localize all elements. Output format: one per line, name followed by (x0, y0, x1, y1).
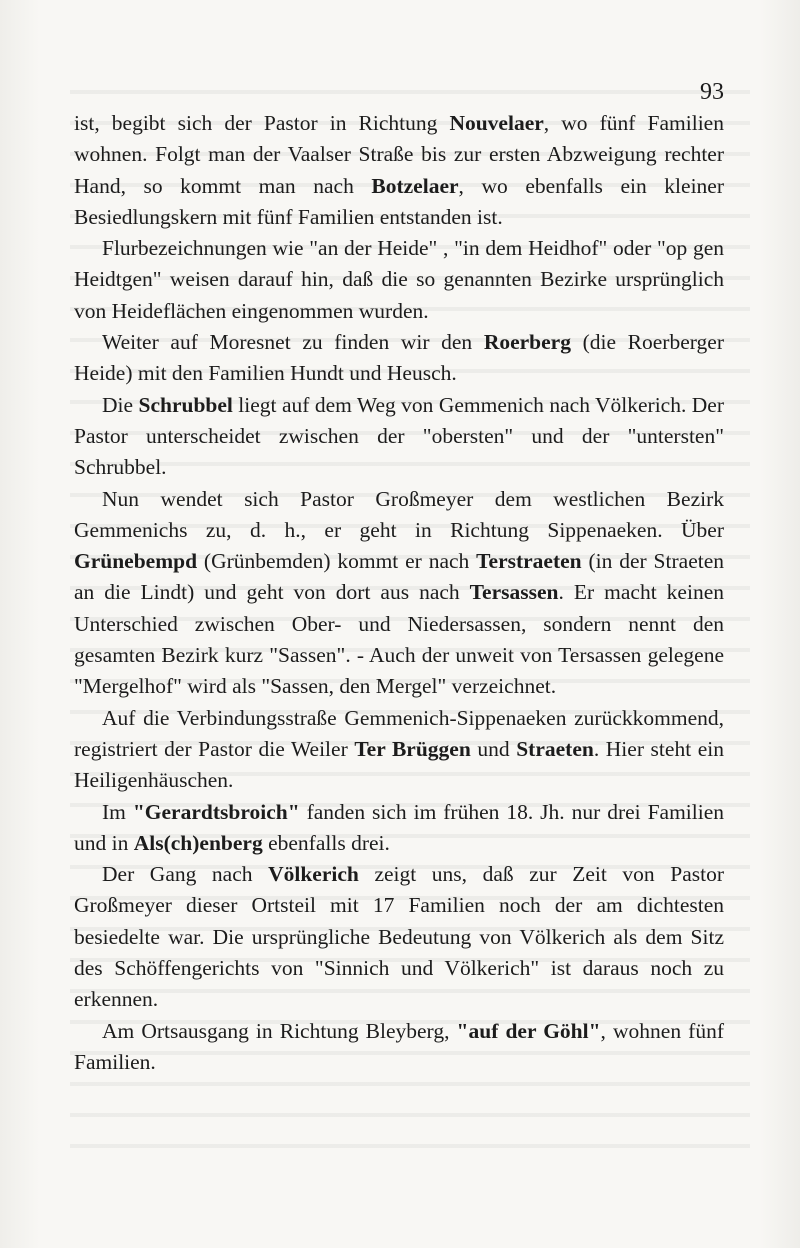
paragraph (74, 797, 724, 860)
paragraph (74, 390, 724, 484)
paragraph (74, 1016, 724, 1079)
bold-place-name: Roerberg (483, 330, 571, 355)
bold-place-name: Schrubbel (138, 392, 233, 417)
paragraph (74, 233, 724, 327)
text-run: liegt auf dem Weg von Gemmenich nach Völkerich. Der Pastor unterscheidet zwischen der "obersten" und der "untersten" Schrubbel. (74, 392, 724, 480)
bold-place-name: Terstraeten (476, 549, 582, 574)
text-run: , wohnen fünf Familien. (74, 1018, 724, 1074)
bold-place-name: Ter Brüggen (354, 736, 471, 761)
text-run: fanden sich im frühen 18. Jh. nur drei Familien und in (74, 799, 725, 855)
bold-place-name: Straeten (516, 736, 594, 761)
paragraph (74, 859, 724, 1015)
paragraph (74, 703, 724, 797)
bold-place-name: "Gerardtsbroich" (132, 799, 300, 824)
text-run: zeigt uns, daß zur Zeit von Pastor Großmeyer dieser Ortsteil mit 17 Familien noch der am dichtesten besiedelte war. Die ursprüngliche Bedeutung von Völkerich als dem Sitz des Schöffengerichts von "Sinnich und Völkerich" ist daraus noch zu erkennen. (74, 862, 724, 1012)
text-run: (Grünbemden) kommt er nach (197, 549, 477, 574)
text-run: Auf die Verbindungsstraße Gemmenich-Sippenaeken zurückkommend, registriert der Pastor die Weiler (74, 705, 724, 761)
text-run: . Hier steht ein Heiligenhäuschen. (74, 736, 725, 793)
text-run: ebenfalls drei. (262, 830, 390, 855)
bold-place-name: Tersassen (469, 580, 559, 605)
body-text (74, 108, 724, 1078)
text-run: ist, begibt sich der Pastor in Richtung (74, 111, 450, 135)
bold-place-name: Botzelaer (371, 173, 459, 198)
paragraph (74, 484, 724, 703)
bold-place-name: Als(ch)enberg (133, 830, 263, 855)
text-run: Der Gang nach (102, 862, 269, 887)
text-run: , wo fünf Familien wohnen. Folgt man der Vaalser Straße bis zur ersten Abzweigung rechter Hand, so kommt man nach (74, 111, 724, 198)
text-run: Die (102, 392, 139, 417)
bold-place-name: "auf der Göhl" (456, 1018, 601, 1043)
text-run: und (470, 736, 517, 761)
text-run: Weiter auf Moresnet zu finden wir den (102, 330, 484, 355)
text-run: Am Ortsausgang in Richtung Bleyberg, (102, 1018, 457, 1043)
bold-place-name: Grünebempd (74, 549, 198, 574)
text-run: . Er macht keinen Unterschied zwischen Ober- und Niedersassen, sondern nennt den gesamten Bezirk kurz "Sassen". - Auch der unweit von Tersassen gelegene "Mergelhof" wird als "Sassen, den Mergel" verzeichnet. (74, 580, 724, 699)
paragraph (74, 327, 724, 390)
text-run: (die Roerberger Heide) mit den Familien Hundt und Heusch. (74, 330, 724, 386)
text-run: Im (102, 799, 133, 824)
bold-place-name: Völkerich (268, 862, 359, 887)
text-run: Flurbezeichnungen wie "an der Heide" , "in dem Heidhof" oder "op gen Heidtgen" weisen darauf hin, daß die so genannten Bezirke ursprünglich von Heideflächen eingenommen wurden. (74, 236, 724, 323)
bold-place-name: Nouvelaer (449, 111, 544, 135)
text-run: Nun wendet sich Pastor Großmeyer dem westlichen Bezirk Gemmenichs zu, d. h., er geht in Richtung Sippenaeken. Über (74, 486, 724, 542)
paragraph (74, 108, 724, 233)
text-run: (in der Straeten an die Lindt) und geht von dort aus nach (74, 549, 725, 605)
page-number: 93 (700, 79, 724, 105)
text-run: , wo ebenfalls ein kleiner Besiedlungskern mit fünf Familien entstanden ist. (74, 173, 724, 229)
